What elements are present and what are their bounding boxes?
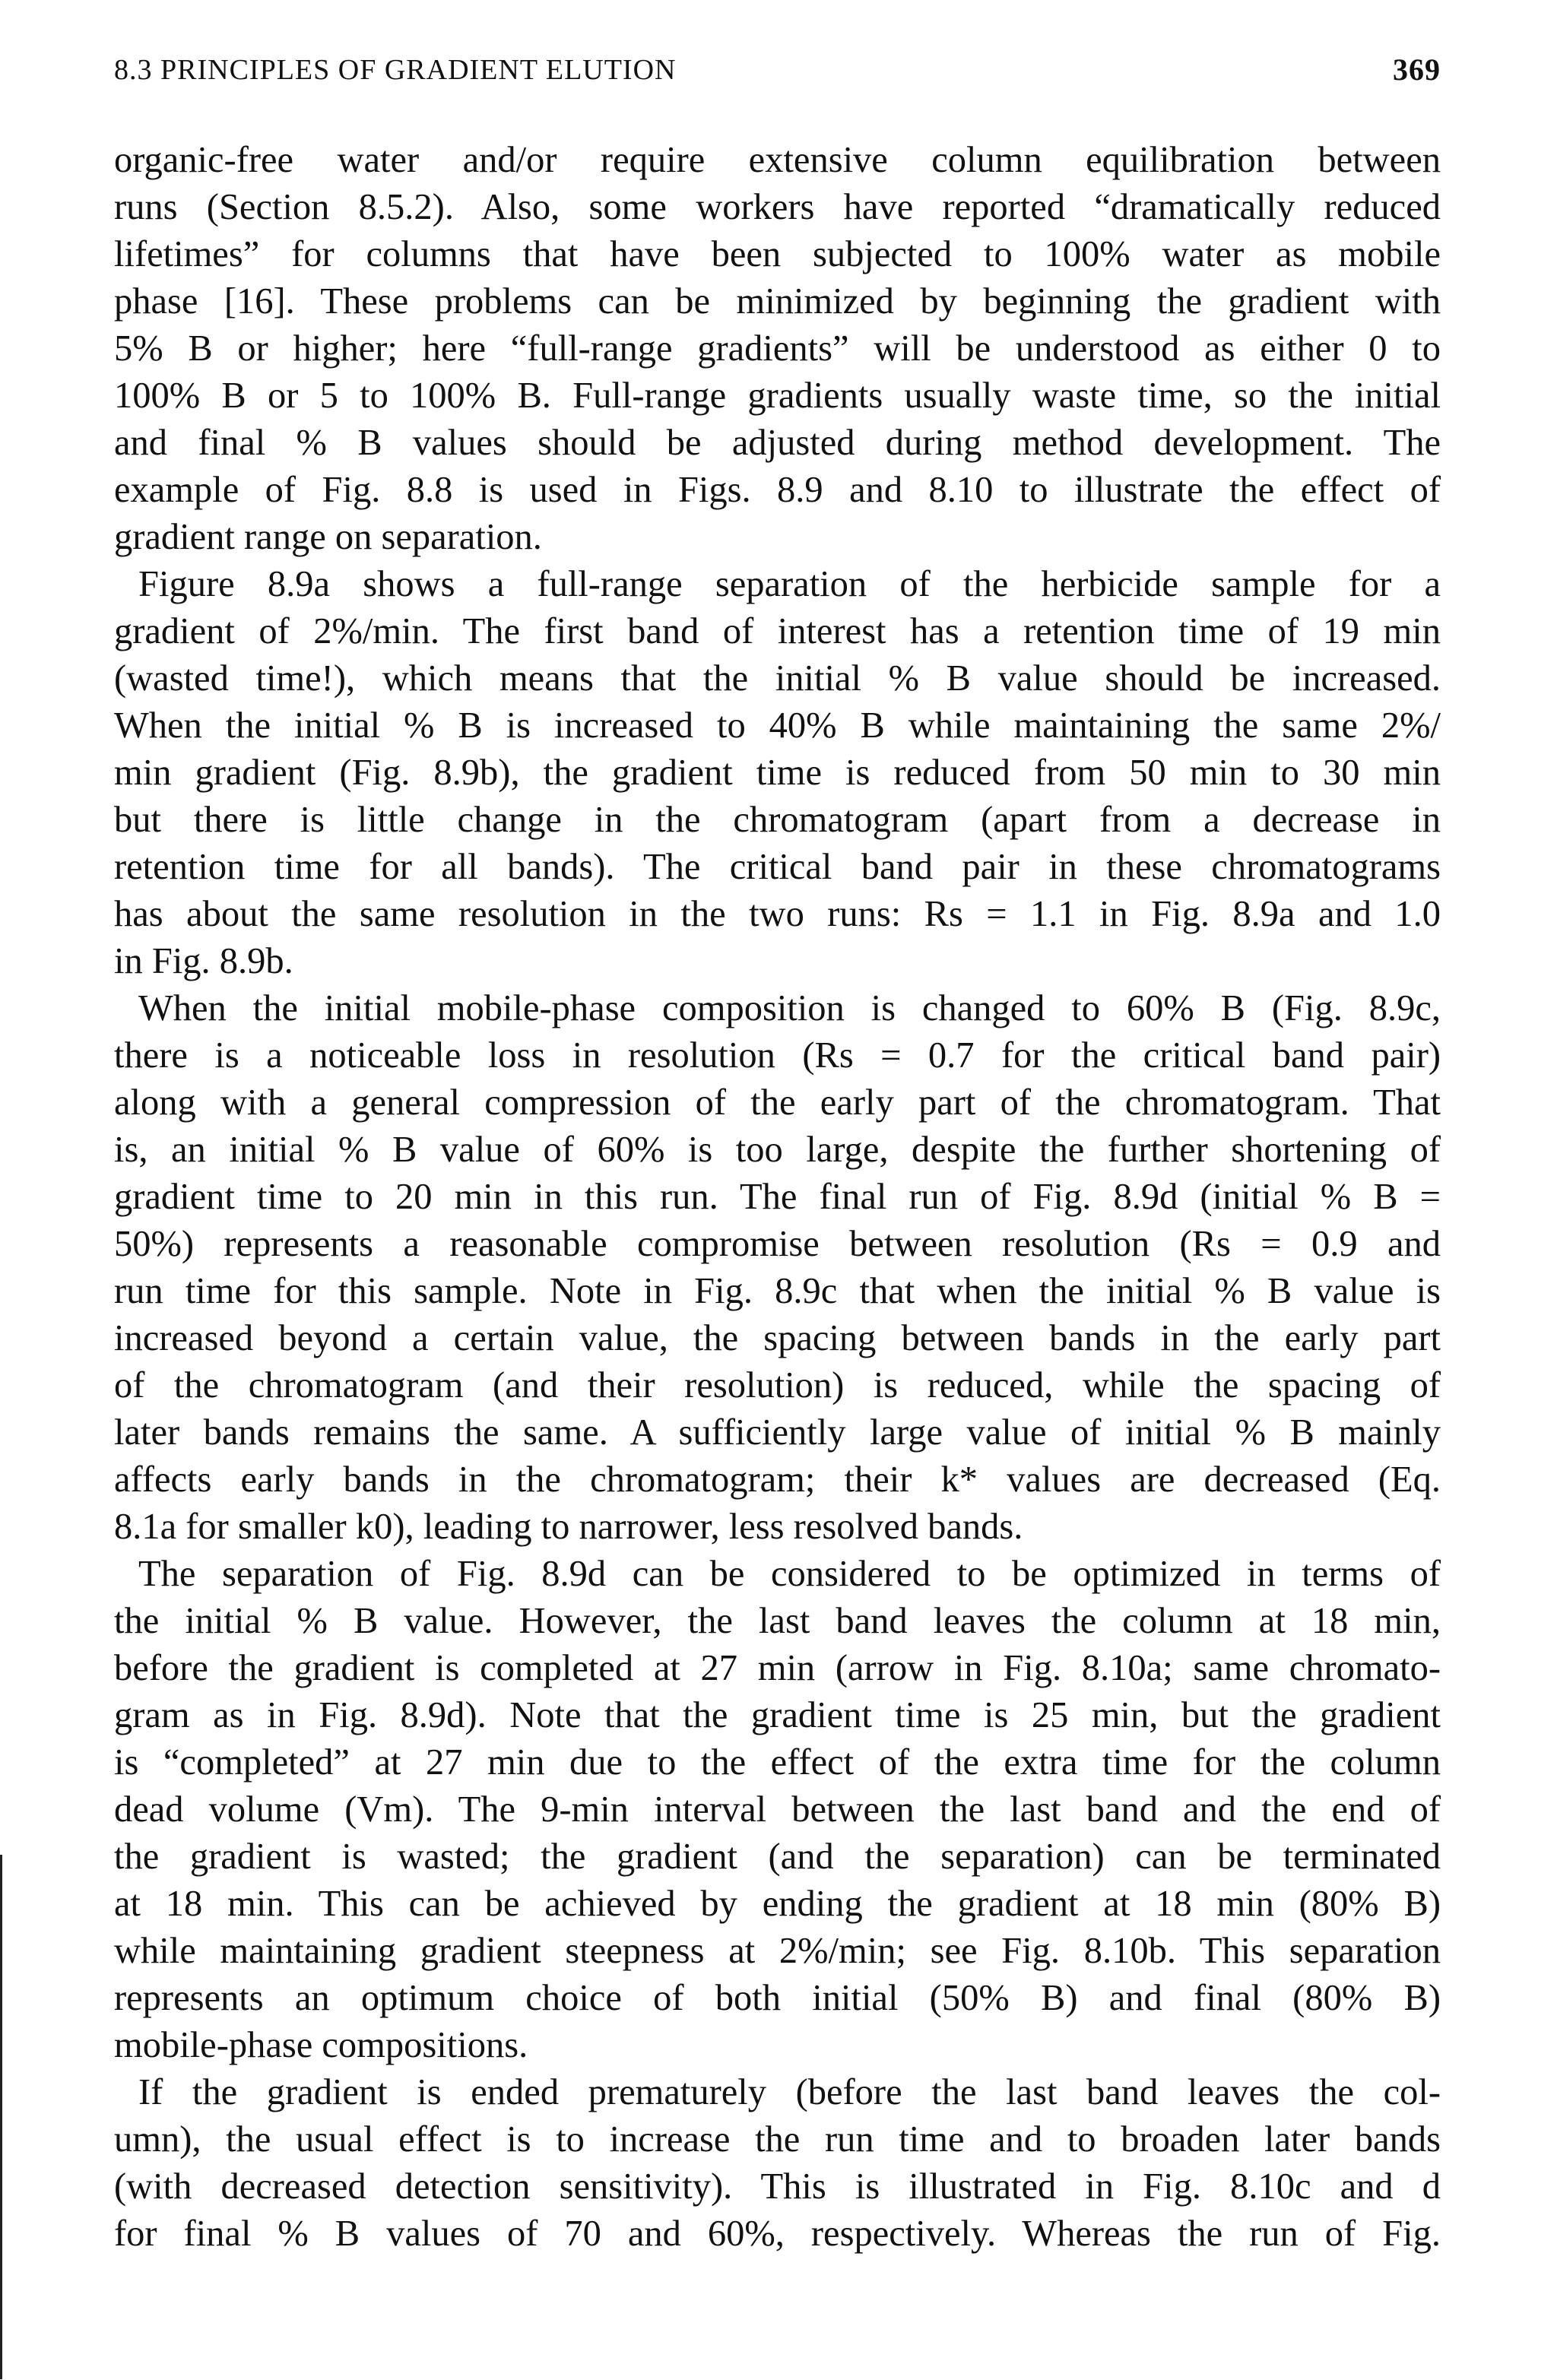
- text-line: (with decreased detection sensitivity). This is illustrated in Fig. 8.10c and d: [114, 2166, 1441, 2207]
- text-line: If the gradient is ended prematurely (before the last band leaves the col-: [138, 2072, 1441, 2112]
- text-line: dead volume (Vm). The 9-min interval between the last band and the end of: [114, 1789, 1441, 1830]
- text-line: has about the same resolution in the two runs: Rs = 1.1 in Fig. 8.9a and 1.0: [114, 894, 1441, 934]
- text-line: run time for this sample. Note in Fig. 8.9c that when the initial % B value is: [114, 1271, 1441, 1311]
- section-title: 8.3 PRINCIPLES OF GRADIENT ELUTION: [114, 54, 677, 86]
- text-line: affects early bands in the chromatogram; their k* values are decreased (Eq.: [114, 1459, 1441, 1500]
- text-line: while maintaining gradient steepness at 2%/min; see Fig. 8.10b. This separation: [114, 1931, 1441, 1971]
- text-line: example of Fig. 8.8 is used in Figs. 8.9 and 8.10 to illustrate the effect of: [114, 470, 1441, 510]
- paragraph-4: [114, 1551, 1441, 2069]
- text-line: of the chromatogram (and their resolution) is reduced, while the spacing of: [114, 1365, 1441, 1405]
- page-number: 369: [1393, 52, 1441, 87]
- text-line: in Fig. 8.9b.: [114, 941, 293, 981]
- text-line: retention time for all bands). The critical band pair in these chromatograms: [114, 847, 1441, 887]
- left-margin-mark: [0, 1855, 2, 2379]
- text-line: gradient time to 20 min in this run. The final run of Fig. 8.9d (initial % B =: [114, 1177, 1441, 1217]
- paragraph-1: [114, 137, 1441, 561]
- text-line: later bands remains the same. A sufficiently large value of initial % B mainly: [114, 1412, 1441, 1453]
- text-line: is “completed” at 27 min due to the effect of the extra time for the column: [114, 1742, 1441, 1783]
- text-line: runs (Section 8.5.2). Also, some workers have reported “dramatically reduced: [114, 187, 1441, 227]
- text-line: the gradient is wasted; the gradient (and the separation) can be terminated: [114, 1836, 1441, 1877]
- text-line: The separation of Fig. 8.9d can be considered to be optimized in terms of: [138, 1554, 1441, 1594]
- text-line: 5% B or higher; here “full-range gradients” will be understood as either 0 to: [114, 328, 1441, 369]
- text-line: for final % B values of 70 and 60%, respectively. Whereas the run of Fig.: [114, 2214, 1441, 2254]
- text-line: represents an optimum choice of both initial (50% B) and final (80% B): [114, 1978, 1441, 2018]
- text-line: at 18 min. This can be achieved by ending the gradient at 18 min (80% B): [114, 1884, 1441, 1924]
- text-line: Figure 8.9a shows a full-range separation of the herbicide sample for a: [138, 564, 1441, 604]
- text-line: min gradient (Fig. 8.9b), the gradient time is reduced from 50 min to 30 min: [114, 753, 1441, 793]
- text-line: lifetimes” for columns that have been subjected to 100% water as mobile: [114, 234, 1441, 274]
- text-line: mobile-phase compositions.: [114, 2025, 528, 2065]
- text-line: 8.1a for smaller k0), leading to narrower, less resolved bands.: [114, 1507, 1023, 1547]
- body-text: [114, 137, 1441, 2258]
- text-line: When the initial mobile-phase composition is changed to 60% B (Fig. 8.9c,: [138, 988, 1441, 1028]
- paragraph-2: [114, 561, 1441, 985]
- text-line: 50%) represents a reasonable compromise between resolution (Rs = 0.9 and: [114, 1224, 1441, 1264]
- text-line: is, an initial % B value of 60% is too large, despite the further shortening of: [114, 1130, 1441, 1170]
- text-line: umn), the usual effect is to increase the run time and to broaden later bands: [114, 2119, 1441, 2160]
- text-line: the initial % B value. However, the last band leaves the column at 18 min,: [114, 1601, 1441, 1641]
- text-line: phase [16]. These problems can be minimized by beginning the gradient with: [114, 281, 1441, 322]
- paragraph-5: [114, 2069, 1441, 2258]
- text-line: before the gradient is completed at 27 min (arrow in Fig. 8.10a; same chromato-: [114, 1648, 1441, 1688]
- text-line: but there is little change in the chromatogram (apart from a decrease in: [114, 800, 1441, 840]
- text-line: (wasted time!), which means that the initial % B value should be increased.: [114, 658, 1441, 699]
- text-line: increased beyond a certain value, the spacing between bands in the early part: [114, 1318, 1441, 1358]
- text-line: organic-free water and/or require extensive column equilibration between: [114, 140, 1441, 180]
- text-line: gradient of 2%/min. The first band of interest has a retention time of 19 min: [114, 611, 1441, 651]
- text-line: gradient range on separation.: [114, 517, 542, 557]
- text-line: gram as in Fig. 8.9d). Note that the gradient time is 25 min, but the gradient: [114, 1695, 1441, 1735]
- text-line: and final % B values should be adjusted during method development. The: [114, 423, 1441, 463]
- paragraph-3: [114, 985, 1441, 1551]
- text-line: along with a general compression of the early part of the chromatogram. That: [114, 1082, 1441, 1123]
- text-line: When the initial % B is increased to 40% B while maintaining the same 2%/: [114, 705, 1441, 746]
- text-line: there is a noticeable loss in resolution (Rs = 0.7 for the critical band pair): [114, 1035, 1441, 1076]
- text-line: 100% B or 5 to 100% B. Full-range gradients usually waste time, so the initial: [114, 376, 1441, 416]
- running-head: [114, 47, 1441, 93]
